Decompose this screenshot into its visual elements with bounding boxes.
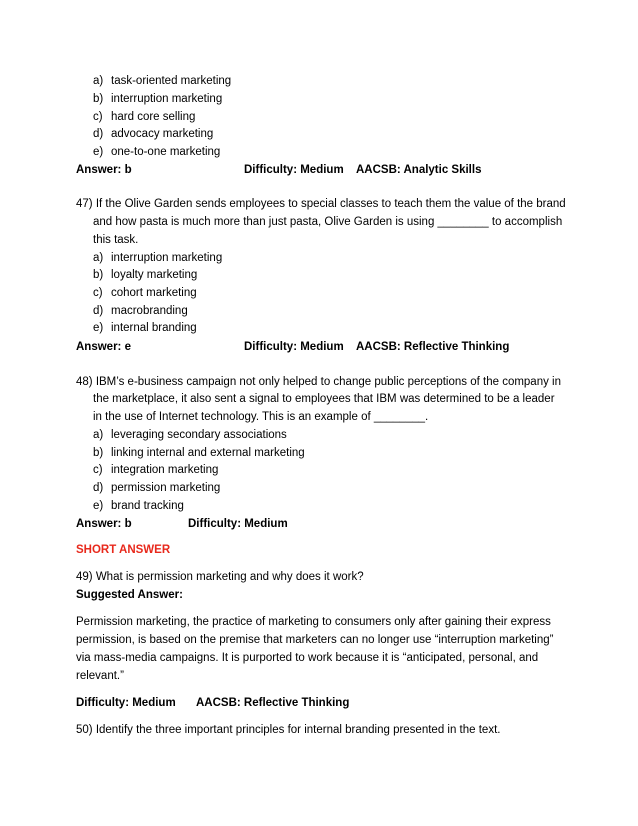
section-heading: SHORT ANSWER (76, 544, 171, 556)
answer-text: permission, is based on the premise that marketers can no longer use “interruption marketing” (76, 634, 554, 646)
option-item: b) interruption marketing (93, 93, 223, 105)
question-text: 47) If the Olive Garden sends employees to special classes to teach them the value of the brand (76, 198, 566, 210)
question-text: 49) What is permission marketing and why does it work? (76, 571, 364, 583)
question-text: 50) Identify the three important principles for internal branding presented in the text. (76, 724, 501, 736)
answer-label: Answer: b (76, 164, 132, 176)
answer-text: via mass-media campaigns. It is purported to work because it is “anticipated, personal, and (76, 652, 539, 664)
question-text: and how pasta is much more than just pasta, Olive Garden is using ________ to accomplish (93, 216, 563, 228)
option-item: e) brand tracking (93, 500, 184, 512)
answer-text: relevant.” (76, 670, 124, 682)
question-text: 48) IBM’s e-business campaign not only helped to change public perceptions of the company in (76, 376, 561, 388)
option-item: d) macrobranding (93, 305, 188, 317)
option-item: d) advocacy marketing (93, 128, 214, 140)
difficulty-label: Difficulty: Medium (244, 164, 344, 176)
question-text: in the use of Internet technology. This is an example of ________. (93, 411, 429, 423)
answer-label: Answer: e (76, 341, 131, 353)
answer-text: Permission marketing, the practice of marketing to consumers only after gaining their express (76, 616, 551, 628)
suggested-answer-label: Suggested Answer: (76, 589, 183, 601)
aacsb-label: AACSB: Reflective Thinking (196, 697, 350, 709)
difficulty-label: Difficulty: Medium (76, 697, 176, 709)
option-item: e) one-to-one marketing (93, 146, 221, 158)
option-item: a) leveraging secondary associations (93, 429, 287, 441)
question-text: the marketplace, it also sent a signal to employees that IBM was determined to be a leader (93, 393, 555, 405)
option-item: e) internal branding (93, 322, 197, 334)
question-text: this task. (93, 234, 139, 246)
option-item: a) interruption marketing (93, 252, 223, 264)
option-item: a) task-oriented marketing (93, 75, 232, 87)
option-item: b) linking internal and external marketing (93, 447, 305, 459)
difficulty-label: Difficulty: Medium (244, 341, 344, 353)
option-item: c) integration marketing (93, 464, 219, 476)
aacsb-label: AACSB: Analytic Skills (356, 164, 482, 176)
option-item: c) cohort marketing (93, 287, 197, 299)
aacsb-label: AACSB: Reflective Thinking (356, 341, 510, 353)
answer-label: Answer: b (76, 518, 132, 530)
difficulty-label: Difficulty: Medium (188, 518, 288, 530)
option-item: d) permission marketing (93, 482, 221, 494)
option-item: b) loyalty marketing (93, 269, 198, 281)
option-item: c) hard core selling (93, 111, 196, 123)
